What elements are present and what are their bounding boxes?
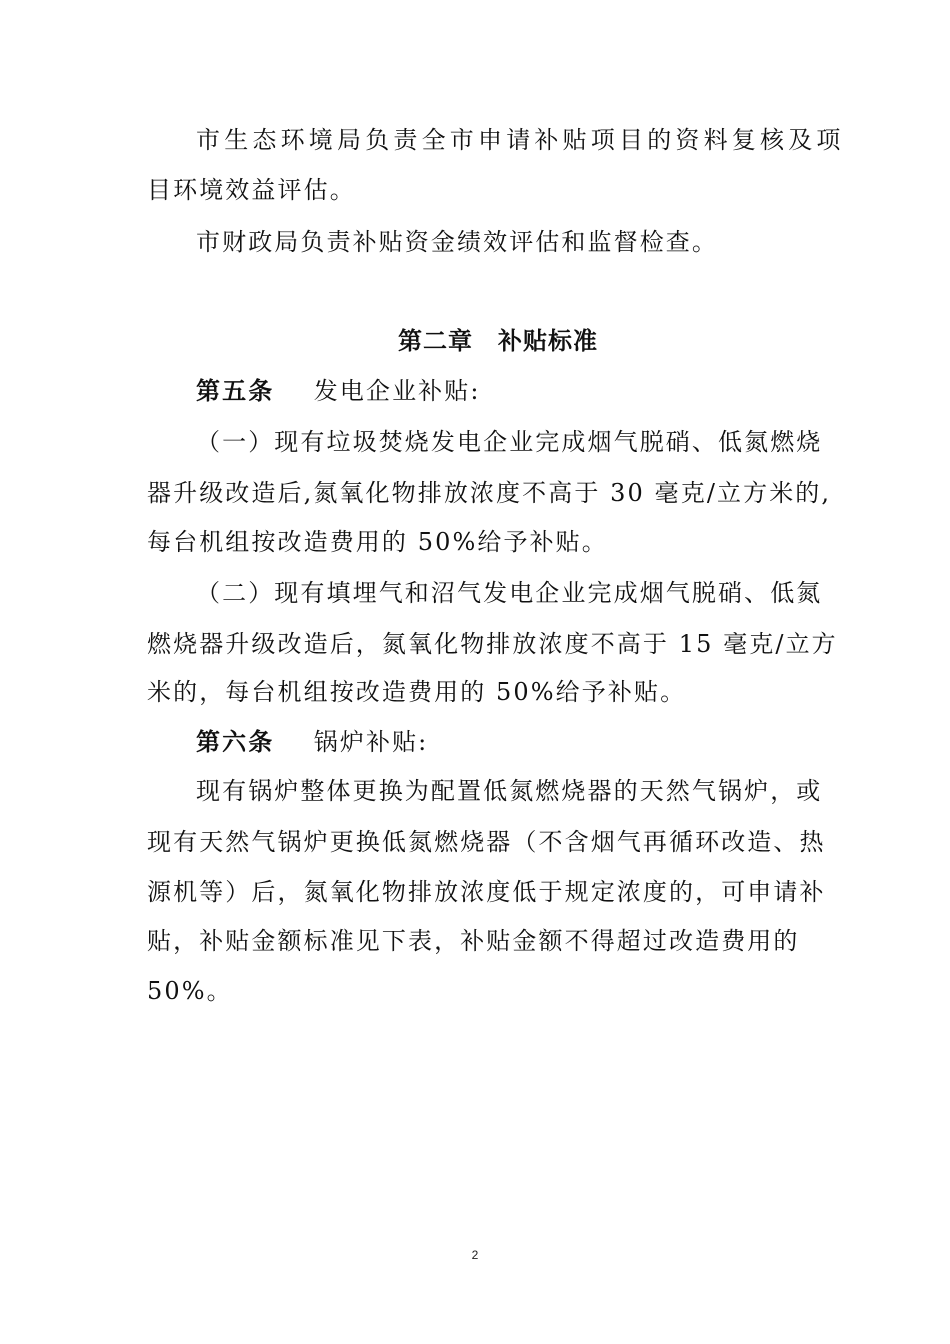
article-5-item-2-line-2: 燃烧器升级改造后，氮氧化物排放浓度不高于 15 毫克/立方 — [147, 630, 838, 658]
article-6-body-line-3: 源机等）后，氮氧化物排放浓度低于规定浓度的，可申请补 — [147, 878, 826, 906]
article-5-title: 发电企业补贴: — [313, 377, 481, 405]
article-6-body-line-2: 现有天然气锅炉更换低氮燃烧器（不含烟气再循环改造、热 — [147, 828, 826, 856]
article-5-item-1-line-3: 每台机组按改造费用的 50%给予补贴。 — [147, 528, 608, 556]
article-5-heading — [196, 375, 481, 407]
article-6-heading — [196, 726, 428, 758]
article-5-item-2-line-1: （二）现有填埋气和沼气发电企业完成烟气脱硝、低氮 — [196, 579, 823, 607]
intro-paragraph-2: 市财政局负责补贴资金绩效评估和监督检查。 — [196, 228, 718, 256]
article-5-item-2-line-3: 米的，每台机组按改造费用的 50%给予补贴。 — [147, 678, 687, 706]
article-6-body-line-1: 现有锅炉整体更换为配置低氮燃烧器的天然气锅炉，或 — [196, 777, 823, 805]
page-number: 2 — [471, 1248, 479, 1262]
article-5-item-1-line-2: 器升级改造后,氮氧化物排放浓度不高于 30 毫克/立方米的, — [147, 479, 832, 507]
chapter-title: 第二章 补贴标准 — [398, 327, 598, 355]
article-6-body-line-4: 贴，补贴金额标准见下表，补贴金额不得超过改造费用的 — [147, 927, 800, 955]
article-5-item-1-line-1: （一）现有垃圾焚烧发电企业完成烟气脱硝、低氮燃烧 — [196, 428, 823, 456]
intro-paragraph-1-line-2: 目环境效益评估。 — [147, 176, 356, 204]
intro-paragraph-1-line-1: 市生态环境局负责全市申请补贴项目的资料复核及项 — [196, 126, 845, 154]
article-6-label: 第六条 — [196, 728, 275, 756]
article-6-title: 锅炉补贴: — [313, 728, 429, 756]
article-6-body-line-5: 50%。 — [147, 977, 233, 1005]
article-5-label: 第五条 — [196, 377, 275, 405]
